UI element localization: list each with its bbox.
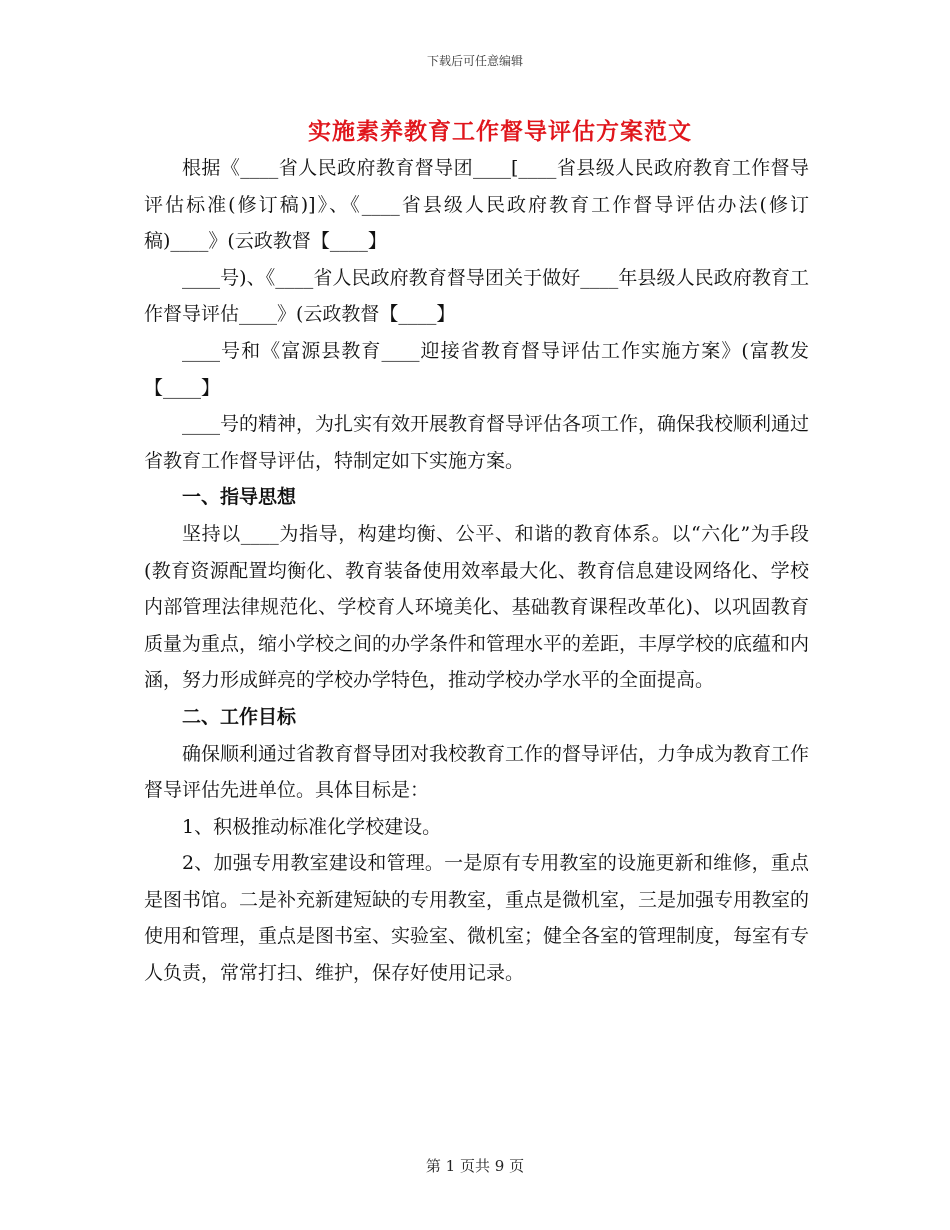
section-heading: 二、工作目标 [182, 705, 297, 728]
section-heading: 一、指导思想 [182, 486, 297, 509]
document-title: 实施素养教育工作督导评估方案范文 [308, 118, 692, 145]
page-header: 下载后可任意编辑 [426, 54, 523, 68]
paragraph: ____号和《富源县教育____迎接省教育督导评估工作实施方案》(富教发【____】 [144, 339, 809, 399]
paragraph: ____号)、《____省人民政府教育督导团关于做好____年县级人民政府教育工作督导评估____》(云政教督【____】 [144, 266, 809, 326]
paragraph: 坚持以____为指导，构建均衡、公平、和谐的教育体系。以“六化”为手段(教育资源配置均衡化、教育装备使用效率最大化、教育信息建设网络化、学校内部管理法律规范化、学校育人环境美化、基础教育课程改革化)、以巩固教育质量为重点，缩小学校之间的办学条件和管理水平的差距，丰厚学校的底蕴和内涵，努力形成鲜亮的学校办学特色，推动学校办学水平的全面提高。 [144, 522, 810, 692]
document-body [144, 150, 809, 992]
paragraph: ____号的精神，为扎实有效开展教育督导评估各项工作，确保我校顺利通过省教育工作督导评估，特制定如下实施方案。 [144, 413, 810, 472]
paragraph: 2、加强专用教室建设和管理。一是原有专用教室的设施更新和维修，重点是图书馆。二是补充新建短缺的专用教室，重点是微机室，三是加强专用教室的使用和管理，重点是图书室、实验室、微机室；健全各室的管理制度，每室有专人负责，常常打扫、维护，保存好使用记录。 [144, 852, 810, 985]
paragraph: 1、积极推动标准化学校建设。 [182, 815, 442, 838]
paragraph: 根据《____省人民政府教育督导团____[____省县级人民政府教育工作督导评估标准(修订稿)]》、《____省县级人民政府教育工作督导评估办法(修订稿)____》(云政教督【____】 [144, 157, 809, 253]
paragraph: 确保顺利通过省教育督导团对我校教育工作的督导评估，力争成为教育工作督导评估先进单位。具体目标是： [144, 742, 810, 802]
page-number-footer: 第 1 页共 9 页 [425, 1157, 525, 1175]
